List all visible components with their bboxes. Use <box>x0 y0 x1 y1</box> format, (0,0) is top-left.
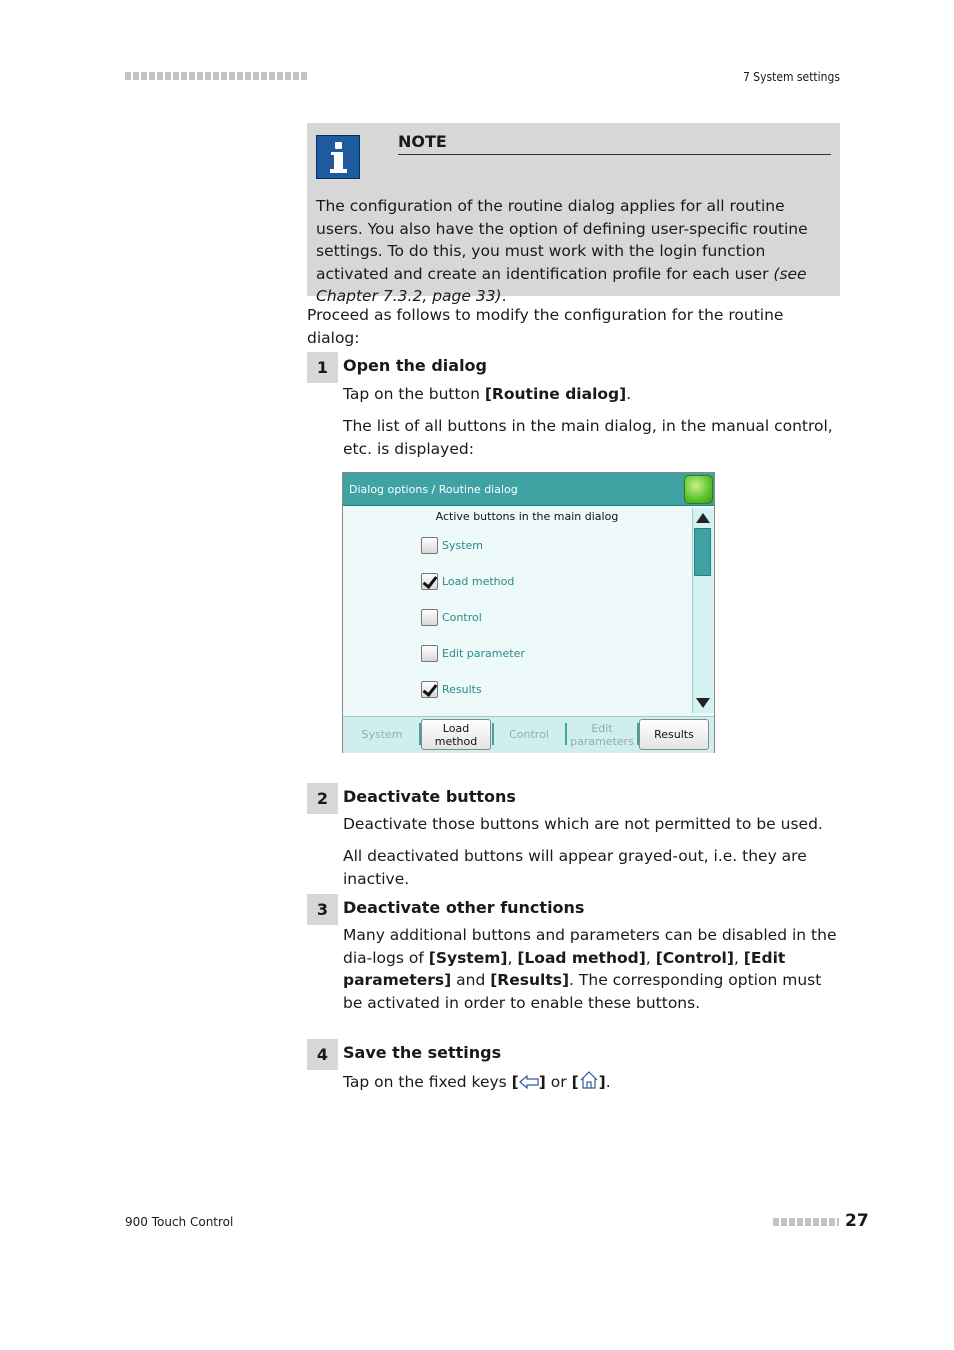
tab-results[interactable]: Results <box>639 719 709 750</box>
scrollbar[interactable] <box>692 508 713 713</box>
info-icon <box>316 135 360 179</box>
tab-control[interactable]: Control <box>509 728 549 741</box>
button-bar <box>343 716 714 753</box>
back-arrow-icon <box>519 1073 539 1096</box>
step-text: Tap on the button [Routine dialog]. <box>343 385 632 403</box>
step-title: Save the settings <box>343 1043 502 1062</box>
option-label: Load method <box>442 574 515 588</box>
intro-text: Proceed as follows to modify the configuration for the routine dialog: <box>307 306 784 347</box>
checkbox[interactable] <box>421 537 438 554</box>
option-label: System <box>442 538 484 552</box>
option-label: Edit parameter <box>442 646 525 660</box>
header-decoration <box>125 72 307 80</box>
checkbox[interactable] <box>421 645 438 662</box>
step-title: Deactivate buttons <box>343 787 516 806</box>
option-control[interactable] <box>421 607 482 627</box>
step-number: 2 <box>307 783 338 814</box>
step-text: Deactivate those buttons which are not permitted to be used. <box>343 815 823 833</box>
home-icon <box>579 1071 599 1096</box>
step-title: Open the dialog <box>343 356 487 375</box>
option-load-method[interactable] <box>421 571 514 591</box>
list-title: Active buttons in the main dialog <box>435 510 619 523</box>
dialog-title: Dialog options / Routine dialog <box>343 473 714 506</box>
tab-edit-parameters[interactable]: Edit parameters <box>570 721 634 748</box>
note-text: The configuration of the routine dialog applies for all routine users. You also have the option of defining user-specific routine settings. To do this, you must work with the login function activated and create an identification profile for each user (see Chapter 7.3.2, page 33). <box>316 197 808 305</box>
checkbox[interactable] <box>421 609 438 626</box>
tab-system[interactable]: System <box>361 728 403 741</box>
checkbox[interactable] <box>421 681 438 698</box>
step-number: 1 <box>307 352 338 383</box>
option-label: Control <box>442 610 482 624</box>
checkbox[interactable] <box>421 573 438 590</box>
option-edit-parameter[interactable] <box>421 643 525 663</box>
page-number: 27 <box>845 1211 869 1231</box>
step-number: 3 <box>307 894 338 925</box>
option-results[interactable] <box>421 679 482 699</box>
ok-button[interactable] <box>684 475 713 504</box>
option-system[interactable] <box>421 535 483 555</box>
step-text: Many additional buttons and parameters can be disabled in the dia-logs of [System], [Load method], [Control], [Edit parameters] and [Results]. The corresponding option must be activated in order to enable these buttons. <box>343 926 837 1012</box>
scroll-up-icon[interactable] <box>696 513 710 523</box>
note-title: NOTE <box>398 132 831 155</box>
footer-decoration <box>773 1218 839 1226</box>
scroll-down-icon[interactable] <box>696 698 710 708</box>
option-label: Results <box>442 682 482 696</box>
header-section: 7 System settings <box>742 70 840 84</box>
step-text: Tap on the fixed keys [ ] or [ ]. <box>343 1071 840 1096</box>
step-text: The list of all buttons in the main dialog, in the manual control, etc. is displayed: <box>343 417 833 458</box>
tab-load-method[interactable]: Load method <box>421 719 491 750</box>
step-number: 4 <box>307 1039 338 1070</box>
routine-dialog-screenshot <box>342 472 715 753</box>
scroll-thumb[interactable] <box>694 528 711 576</box>
step-title: Deactivate other functions <box>343 898 585 917</box>
footer-product: 900 Touch Control <box>125 1215 234 1229</box>
step-text: All deactivated buttons will appear grayed-out, i.e. they are inactive. <box>343 847 807 888</box>
